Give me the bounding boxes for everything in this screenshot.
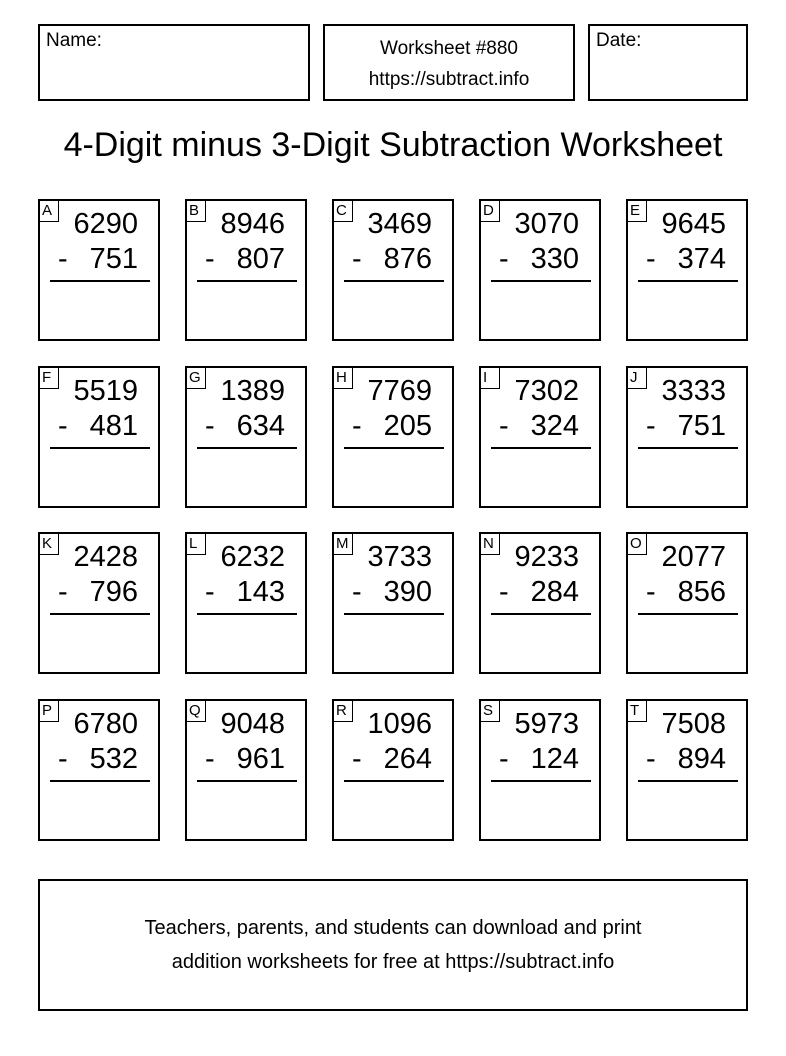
problem-letter: H: [334, 368, 353, 389]
answer-line: [50, 280, 150, 282]
minuend: 8946: [220, 208, 285, 240]
minuend: 7769: [367, 375, 432, 407]
subtrahend: 481: [89, 410, 138, 442]
problem-s[interactable]: [479, 699, 601, 841]
subtrahend: 390: [383, 576, 432, 608]
problem-o[interactable]: [626, 532, 748, 674]
problem-letter: Q: [187, 701, 206, 722]
minuend: 3733: [367, 541, 432, 573]
minuend: 2428: [73, 541, 138, 573]
answer-line: [344, 613, 444, 615]
minus-sign: -: [499, 576, 509, 608]
problem-n[interactable]: [479, 532, 601, 674]
subtrahend: 751: [677, 410, 726, 442]
date-field[interactable]: [588, 24, 748, 101]
answer-line: [50, 613, 150, 615]
minus-sign: -: [352, 410, 362, 442]
subtrahend: 961: [236, 743, 285, 775]
minus-sign: -: [58, 576, 68, 608]
worksheet-number: Worksheet #880: [379, 38, 518, 59]
minus-sign: -: [352, 243, 362, 275]
problem-letter: S: [481, 701, 500, 722]
minus-sign: -: [646, 576, 656, 608]
subtrahend: 807: [236, 243, 285, 275]
minuend: 3333: [661, 375, 726, 407]
minuend: 9048: [220, 708, 285, 740]
problem-i[interactable]: [479, 366, 601, 508]
subtrahend: 264: [383, 743, 432, 775]
minus-sign: -: [58, 243, 68, 275]
footer-note: [38, 879, 748, 1011]
minus-sign: -: [58, 743, 68, 775]
minus-sign: -: [352, 743, 362, 775]
answer-line: [197, 613, 297, 615]
page-title: 4-Digit minus 3-Digit Subtraction Worksheet: [63, 126, 723, 164]
subtrahend: 324: [530, 410, 579, 442]
problem-letter: O: [628, 534, 647, 555]
problem-letter: P: [40, 701, 59, 722]
minuend: 6780: [73, 708, 138, 740]
problem-letter: B: [187, 201, 206, 222]
minus-sign: -: [646, 743, 656, 775]
subtrahend: 634: [236, 410, 285, 442]
minus-sign: -: [205, 243, 215, 275]
answer-line: [344, 780, 444, 782]
minus-sign: -: [646, 410, 656, 442]
date-label: Date:: [596, 30, 642, 51]
name-label: Name:: [46, 30, 102, 51]
problem-q[interactable]: [185, 699, 307, 841]
answer-line: [638, 447, 738, 449]
minuend: 6290: [73, 208, 138, 240]
subtrahend: 143: [236, 576, 285, 608]
problem-letter: T: [628, 701, 647, 722]
footer-line-2: addition worksheets for free at https://subtract.info: [171, 951, 615, 973]
problem-letter: C: [334, 201, 353, 222]
minus-sign: -: [499, 410, 509, 442]
minus-sign: -: [646, 243, 656, 275]
problem-letter: L: [187, 534, 206, 555]
worksheet-info-box: [323, 24, 575, 101]
subtrahend: 284: [530, 576, 579, 608]
problem-l[interactable]: [185, 532, 307, 674]
answer-line: [638, 780, 738, 782]
problem-letter: J: [628, 368, 647, 389]
answer-line: [50, 447, 150, 449]
subtrahend: 205: [383, 410, 432, 442]
subtrahend: 796: [89, 576, 138, 608]
name-field[interactable]: [38, 24, 310, 101]
problem-t[interactable]: [626, 699, 748, 841]
problem-c[interactable]: [332, 199, 454, 341]
answer-line: [491, 780, 591, 782]
problem-d[interactable]: [479, 199, 601, 341]
problem-letter: R: [334, 701, 353, 722]
problem-a[interactable]: [38, 199, 160, 341]
problem-h[interactable]: [332, 366, 454, 508]
subtrahend: 532: [89, 743, 138, 775]
problem-k[interactable]: [38, 532, 160, 674]
problem-letter: D: [481, 201, 500, 222]
problem-m[interactable]: [332, 532, 454, 674]
subtrahend: 374: [677, 243, 726, 275]
minus-sign: -: [499, 243, 509, 275]
problem-j[interactable]: [626, 366, 748, 508]
answer-line: [197, 780, 297, 782]
problem-letter: K: [40, 534, 59, 555]
answer-line: [344, 280, 444, 282]
answer-line: [197, 280, 297, 282]
minuend: 7302: [514, 375, 579, 407]
minuend: 7508: [661, 708, 726, 740]
problem-b[interactable]: [185, 199, 307, 341]
minus-sign: -: [58, 410, 68, 442]
problem-letter: M: [334, 534, 353, 555]
worksheet-website: https://subtract.info: [368, 69, 530, 90]
minus-sign: -: [499, 743, 509, 775]
problem-e[interactable]: [626, 199, 748, 341]
minuend: 2077: [661, 541, 726, 573]
minuend: 1096: [367, 708, 432, 740]
minuend: 1389: [220, 375, 285, 407]
subtrahend: 876: [383, 243, 432, 275]
minuend: 3070: [514, 208, 579, 240]
answer-line: [638, 280, 738, 282]
minus-sign: -: [352, 576, 362, 608]
minuend: 5519: [73, 375, 138, 407]
problem-p[interactable]: [38, 699, 160, 841]
answer-line: [491, 613, 591, 615]
problem-letter: F: [40, 368, 59, 389]
problem-f[interactable]: [38, 366, 160, 508]
subtrahend: 856: [677, 576, 726, 608]
minuend: 9233: [514, 541, 579, 573]
minus-sign: -: [205, 743, 215, 775]
minus-sign: -: [205, 576, 215, 608]
problem-letter: I: [481, 368, 500, 389]
problem-letter: G: [187, 368, 206, 389]
problem-letter: E: [628, 201, 647, 222]
minuend: 6232: [220, 541, 285, 573]
minus-sign: -: [205, 410, 215, 442]
problem-letter: A: [40, 201, 59, 222]
subtrahend: 330: [530, 243, 579, 275]
minuend: 5973: [514, 708, 579, 740]
subtrahend: 751: [89, 243, 138, 275]
minuend: 9645: [661, 208, 726, 240]
footer-line-1: Teachers, parents, and students can download and print: [144, 917, 642, 939]
answer-line: [491, 280, 591, 282]
problem-g[interactable]: [185, 366, 307, 508]
subtrahend: 124: [530, 743, 579, 775]
answer-line: [197, 447, 297, 449]
subtrahend: 894: [677, 743, 726, 775]
minuend: 3469: [367, 208, 432, 240]
answer-line: [50, 780, 150, 782]
problem-r[interactable]: [332, 699, 454, 841]
problem-letter: N: [481, 534, 500, 555]
answer-line: [638, 613, 738, 615]
answer-line: [491, 447, 591, 449]
answer-line: [344, 447, 444, 449]
